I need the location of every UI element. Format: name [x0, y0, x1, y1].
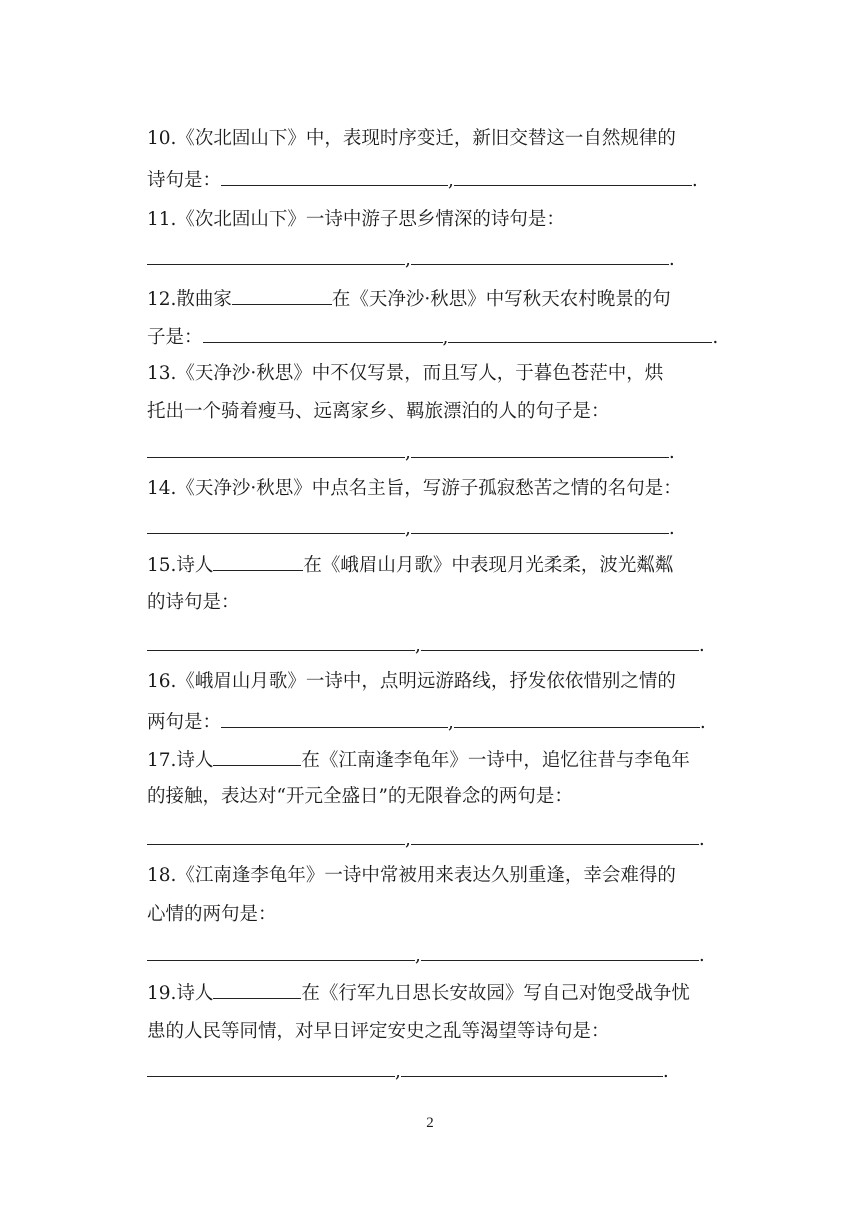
comma: , — [405, 518, 411, 539]
comma: , — [395, 1061, 401, 1082]
comma: , — [415, 635, 421, 656]
period: . — [698, 635, 705, 656]
author-blank[interactable] — [232, 282, 332, 305]
period: . — [712, 327, 719, 348]
comma: , — [415, 945, 421, 966]
answer-blank[interactable] — [421, 938, 699, 961]
answer-blank[interactable] — [203, 320, 443, 343]
answer-blank[interactable] — [411, 511, 669, 534]
comma: , — [448, 712, 454, 733]
question-15-text — [147, 548, 673, 582]
answer-blank[interactable] — [411, 822, 699, 845]
comma: , — [405, 249, 411, 270]
question-19-prefix: 19.诗人 — [147, 983, 214, 1004]
question-19-suffix: 在《行军九日思长安故园》写自己对饱受战争忧 — [301, 983, 690, 1004]
period: . — [698, 829, 705, 850]
period: . — [668, 442, 675, 463]
period: . — [662, 1061, 669, 1082]
question-15-suffix: 在《峨眉山月歌》中表现月光柔柔，波光粼粼 — [303, 555, 674, 576]
question-13-text: 13.《天净沙·秋思》中不仅写景，而且写人，于暮色苍茫中，烘 — [147, 363, 664, 384]
question-18-answer-line — [147, 938, 705, 972]
author-blank[interactable] — [213, 743, 301, 766]
answer-blank[interactable] — [147, 242, 405, 265]
question-15-answer-line — [147, 628, 705, 662]
comma: , — [442, 327, 449, 348]
answer-blank[interactable] — [147, 628, 415, 651]
question-16-line2-prefix: 两句是： — [147, 712, 222, 733]
answer-blank[interactable] — [421, 628, 699, 651]
answer-blank[interactable] — [411, 435, 669, 458]
answer-blank[interactable] — [147, 822, 405, 845]
question-12-prefix: 12.散曲家 — [147, 289, 232, 310]
question-14-answer-line — [147, 511, 675, 545]
question-12-answer-line — [147, 320, 718, 354]
question-17-text — [147, 743, 690, 777]
question-14-text: 14.《天净沙·秋思》中点名主旨，写游子孤寂愁苦之情的名句是： — [147, 478, 682, 499]
answer-blank[interactable] — [147, 938, 415, 961]
comma: , — [448, 170, 454, 191]
period: . — [699, 712, 706, 733]
answer-blank[interactable] — [448, 320, 712, 343]
question-17-text-line2: 的接触，表达对“开元全盛日”的无限眷念的两句是： — [147, 786, 573, 807]
question-17-answer-line — [147, 822, 705, 856]
answer-blank[interactable] — [454, 705, 700, 728]
question-16-answer-line — [147, 705, 706, 739]
question-17-prefix: 17.诗人 — [147, 750, 214, 771]
page-number: 2 — [426, 1115, 434, 1131]
answer-blank[interactable] — [147, 435, 405, 458]
question-13-answer-line — [147, 435, 675, 469]
question-13-text-line2: 托出一个骑着瘦马、远离家乡、羁旅漂泊的人的句子是： — [147, 401, 610, 422]
question-10-prefix: 诗句是： — [147, 170, 222, 191]
comma: , — [405, 829, 411, 850]
question-12-text — [147, 282, 671, 316]
question-18-text-line2: 心情的两句是： — [147, 904, 277, 925]
comma: , — [405, 442, 411, 463]
question-18-text: 18.《江南逢李龟年》一诗中常被用来表达久别重逢，幸会难得的 — [147, 865, 676, 886]
author-blank[interactable] — [213, 976, 301, 999]
period: . — [691, 170, 698, 191]
question-19-text-line2: 患的人民等同情，对早日评定安史之乱等渴望等诗句是： — [147, 1021, 610, 1042]
answer-blank[interactable] — [147, 1054, 395, 1077]
question-15-prefix: 15.诗人 — [147, 555, 214, 576]
question-11-text: 11.《次北固山下》一诗中游子思乡情深的诗句是： — [147, 209, 565, 230]
question-16-text: 16.《峨眉山月歌》一诗中，点明远游路线，抒发依依惜别之情的 — [147, 671, 676, 692]
answer-blank[interactable] — [147, 511, 405, 534]
question-10-text: 10.《次北固山下》中，表现时序变迁，新旧交替这一自然规律的 — [147, 128, 676, 149]
answer-blank[interactable] — [411, 242, 669, 265]
answer-blank[interactable] — [454, 163, 692, 186]
question-12-line2-prefix: 子是： — [147, 327, 203, 348]
period: . — [668, 249, 675, 270]
question-11-answer-line — [147, 242, 675, 276]
answer-blank[interactable] — [401, 1054, 663, 1077]
answer-blank[interactable] — [221, 163, 448, 186]
author-blank[interactable] — [213, 548, 303, 571]
question-12-suffix: 在《天净沙·秋思》中写秋天农村晚景的句 — [331, 289, 671, 310]
answer-blank[interactable] — [221, 705, 448, 728]
period: . — [668, 518, 675, 539]
question-17-suffix: 在《江南逢李龟年》一诗中，追忆往昔与李龟年 — [301, 750, 690, 771]
period: . — [698, 945, 705, 966]
question-19-text — [147, 976, 690, 1010]
question-19-answer-line — [147, 1054, 669, 1088]
question-10-answer-line — [147, 163, 698, 197]
question-15-text-line2: 的诗句是： — [147, 592, 240, 613]
